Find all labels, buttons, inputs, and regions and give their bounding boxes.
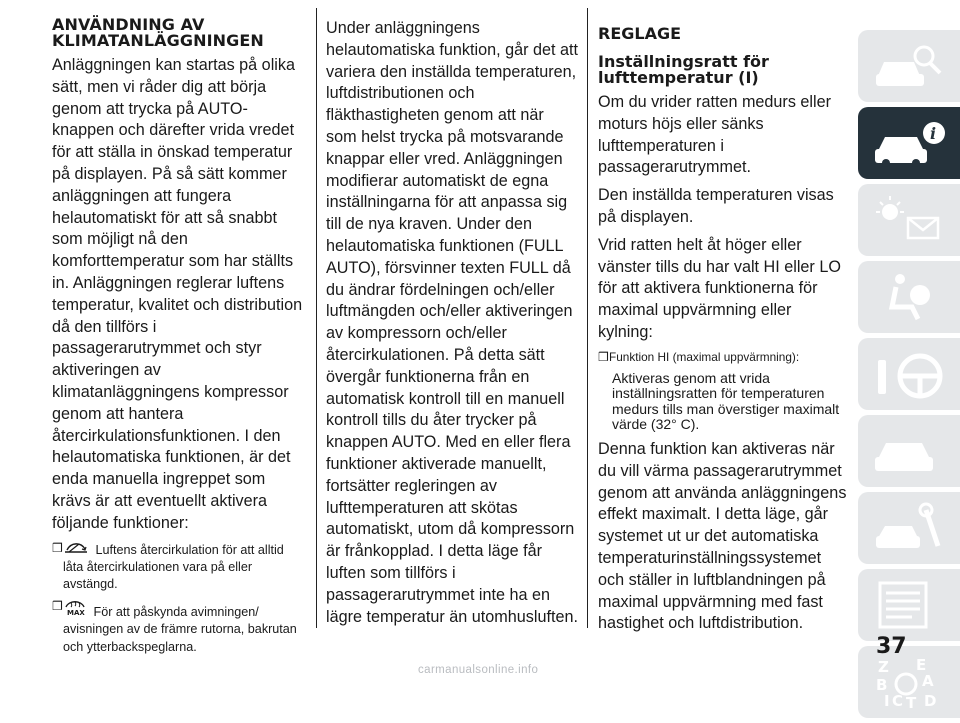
svg-text:MAX: MAX	[67, 609, 85, 617]
watermark: carmanualsonline.info	[418, 664, 539, 676]
chapter-tab-4[interactable]	[858, 261, 960, 333]
car-info-icon	[872, 117, 952, 171]
chapter-tab-2-active[interactable]	[858, 107, 960, 179]
car-emergency-icon	[872, 425, 952, 479]
warning-lights-icon	[872, 194, 952, 248]
index-letter: C	[892, 692, 904, 710]
temperature-knob-heading-line1: Inställningsratt för	[598, 52, 769, 71]
display-paragraph: Den inställda temperaturen visas på displayen.	[598, 186, 834, 226]
section-heading	[52, 17, 304, 49]
car-search-icon	[872, 40, 952, 94]
chapter-tab-8[interactable]	[858, 569, 960, 641]
index-letter: E	[916, 656, 927, 674]
column-left	[52, 0, 304, 656]
chapter-tab-9[interactable]	[858, 646, 960, 718]
column-middle	[326, 0, 578, 628]
temperature-knob-heading-line2: lufttemperatur (I)	[598, 68, 759, 87]
chapter-tab-5[interactable]	[858, 338, 960, 410]
alphabet-index-icon	[872, 656, 952, 710]
max-heating-paragraph: Denna funktion kan aktiveras när du vill värma passagerarutrymmet genom att använda anläggningens effekt maximalt. I detta läge, går systemet ut ur det automatiska temperaturinställningssystemet och ställer in luftblandningen på maximal uppvärmning med fast hastighet och luftdistribution.	[598, 439, 847, 633]
knob-paragraph: Om du vrider ratten medurs eller moturs höjs eller sänks lufttemperaturen i passagerarutrymmet.	[598, 93, 832, 177]
manual-override-paragraph: Under anläggningens helautomatiska funktion, går det att variera den inställda temperaturen, luftdistributionen och fläkthastigheten genom att när som helst trycka på motsvarande knappar eller vred. Anläggningen modifierar automatiskt de egna inställningarna för att anpassa sig till de nya kraven. Under den helautomatiska funktionen (FULL AUTO), försvinner texten FULL då du ändrar fördelningen och/eller luftmängden och/eller aktiveringen av kompressorn och/eller återcirkulationen. På detta sätt övergår funktionerna från en automatisk kontroll till en manuell kontroll tills du åter trycker på knappen AUTO. Med en eller flera funktioner aktiverade manuellt, fortsätter regleringen av lufttemperaturen att skötas automatiskt, utom då kompressorn är frånkopplad. I detta läge får luften som tillförs i passagerarutrymmet inte ha en lägre temperatur än utomhusluften.	[326, 19, 578, 626]
column-divider	[587, 8, 588, 628]
bullet-marker: ❒	[598, 349, 609, 364]
temperature-knob-heading	[598, 54, 850, 86]
bullet-max-defrost-text: För att påskynda avimningen/ avisningen av de främre rutorna, bakrutan och ytterbackspeglarna.	[63, 605, 297, 654]
bullet-marker: ❒	[52, 599, 63, 614]
column-right	[598, 0, 850, 635]
airbag-seat-icon	[872, 271, 952, 325]
column-divider	[316, 8, 317, 628]
index-letter: I	[884, 692, 890, 710]
index-letter: T	[906, 694, 917, 710]
bullet-recirculation-text: Luftens återcirkulation för att alltid låta återcirkulationen vara på eller avstängd.	[63, 542, 284, 591]
recirculation-icon	[63, 543, 93, 557]
index-letter: B	[876, 676, 888, 694]
section-heading-line1: ANVÄNDNING AV	[52, 15, 205, 34]
chapter-tab-1[interactable]	[858, 30, 960, 102]
bullet-hi-function	[598, 349, 850, 366]
bullet-max-defrost	[52, 598, 304, 656]
chapter-tab-6[interactable]	[858, 415, 960, 487]
chapter-sidebar	[858, 30, 960, 723]
section-heading-line2: KLIMATANLÄGGNINGEN	[52, 31, 264, 50]
bullet-hi-function-text: Funktion HI (maximal uppvärmning):	[609, 349, 800, 364]
steering-wheel-icon	[872, 348, 952, 402]
wrench-car-icon	[872, 502, 952, 556]
chapter-tab-3[interactable]	[858, 184, 960, 256]
max-defrost-icon	[63, 605, 91, 619]
intro-paragraph: Anläggningen kan startas på olika sätt, men vi råder dig att börja genom att trycka på AUTO-knappen och därefter vrida vredet för att ställa in önskad temperatur på displayen. På så sätt kommer anläggningen att fungera helautomatiskt för att så snabbt som möjligt nå den komforttemperatur som har ställts in. Anläggningen reglerar luftens temperatur, kvalitet och distribution då den tillförs i passagerarutrymmet och styr aktiveringen av klimatanläggningens kompressor genom att hantera återcirkulationsfunktionen. I den helautomatiska funktionen, är det enda manuella ingreppet som krävs är att eventuellt aktivera följande funktioner:	[52, 56, 303, 532]
svg-text:i: i	[930, 124, 937, 143]
controls-heading: REGLAGE	[598, 24, 682, 43]
bullet-marker: ❒	[52, 540, 63, 555]
index-letter: D	[924, 692, 937, 710]
page-number: 37	[876, 634, 907, 659]
index-letter: A	[922, 672, 934, 690]
index-letter: Z	[878, 658, 889, 676]
hi-function-detail: Aktiveras genom att vrida inställningsratten för temperaturen medurs tills man överstiger maximalt värde (32° C).	[612, 369, 840, 433]
chapter-tab-7[interactable]	[858, 492, 960, 564]
hi-lo-paragraph: Vrid ratten helt åt höger eller vänster tills du har valt HI eller LO för att aktivera funktionerna för maximal uppvärmning eller kylning:	[598, 235, 841, 341]
bullet-recirculation	[52, 540, 304, 594]
data-list-icon	[872, 579, 952, 633]
